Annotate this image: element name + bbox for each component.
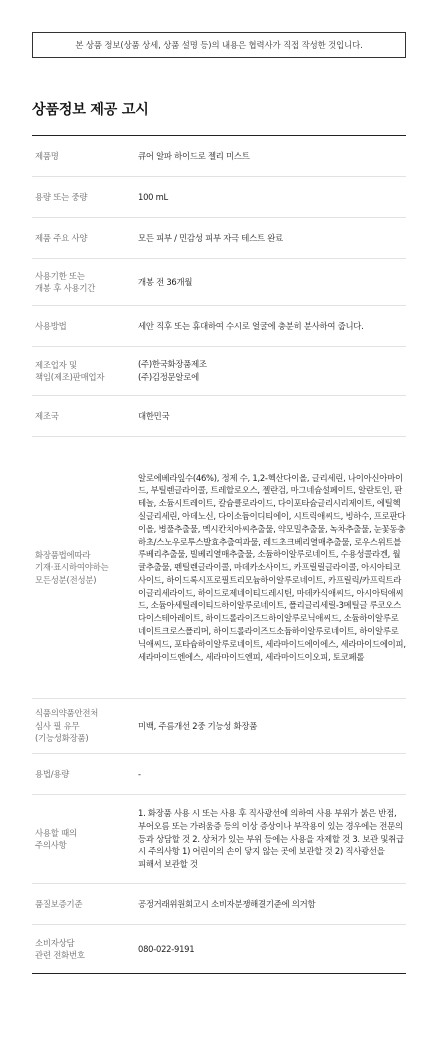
table-row xyxy=(32,306,406,347)
row-label-product-name: 제품명 xyxy=(35,150,59,161)
row-value-ingredients: 알로에베라잎수(46%), 정제 수, 1,2-헥산다이올, 글리세린, 나이아신아마이드, 부틸렌글라이콜, 트레할로오스, 젤란검, 마그네슘설페이트, 알란토인, 판테놀, 소듐시트레이트, 칼슘클로라이드, 다이포타슘글리시리제이트, 에틸헥실글리세린, 아데노신, 다이소듐이디티에이, 시트릭애씨드, 빙하수, 프로판다이올, 병풀추출물, 멕시칸치아씨추출물, 약모밀추출물, 녹차추출물, 눈꽃동충하초/스노우로투스발효추출여과물, 레드초크베리열매추출물, 로우스위트블루베리추출물, 빌베리열매추출물, 소듐하이알루로네이트, 수용성콜라겐, 월귤추출물, 펜틸렌글라이콜, 마데카소사이드, 카프릴릴글라이콜, 아시아티코사이드, 하이드록시프로필트리모늄하이알루로네이트, 카프릴릭/카프릭트라이글리세라이드, 하이드로제네이티드레시틴, 마데카식애씨드, 아시아틱애씨드, 소듐아세틸레이티드하이알루로네이트, 폴리글리세릴-3메틸글 루코오스다이스테아레이트, 하이드롤라이즈드하이알루로닉애씨드, 소듐하이알루로네이트크로스폴리머, 하이드롤라이즈드소듐하이알루로네이트, 하이알루로닉애씨드, 포타슘하이알루로네이트, 세라마이드에이에스, 세라마이드에이피, 세라마이드엔에스, 세라마이드엔피, 세라마이드이오피, 토코페롤 xyxy=(138,472,406,662)
row-value-quality: 공정거래위원회고시 소비자분쟁해결기준에 의거함 xyxy=(138,898,316,909)
row-value-phone: 080-022-9191 xyxy=(138,943,195,954)
row-label-functional: 식품의약품안전처 심사 필 유무 (기능성화장품) xyxy=(35,708,99,744)
partner-notice-box xyxy=(32,32,406,58)
table-row xyxy=(32,699,406,754)
table-row xyxy=(32,795,406,884)
row-label-country: 제조국 xyxy=(35,410,59,421)
row-value-dosage: - xyxy=(138,768,141,779)
row-value-product-name: 큐어 알파 하이드로 젤리 미스트 xyxy=(138,150,250,161)
row-label-expiry: 사용기한 또는 개봉 후 사용기간 xyxy=(35,270,96,293)
table-row xyxy=(32,136,406,177)
row-value-manufacturer: (주)한국화장품제조 (주)김정문알로에 xyxy=(138,359,207,382)
row-label-volume: 용량 또는 중량 xyxy=(35,191,88,202)
row-label-usage: 사용방법 xyxy=(35,320,67,331)
partner-notice-text: 본 상품 정보(상품 상세, 상품 설명 등)의 내용은 협력사가 직접 작성한 것입니다. xyxy=(75,40,363,50)
row-label-manufacturer: 제조업자 및 책임(제조)판매업자 xyxy=(35,359,105,382)
product-info-page xyxy=(0,32,438,1056)
row-label-phone: 소비자상담 관련 전화번호 xyxy=(35,937,85,960)
table-row xyxy=(32,396,406,437)
section-title: 상품정보 제공 고시 xyxy=(32,102,149,118)
table-row xyxy=(32,925,406,974)
table-row xyxy=(32,259,406,306)
row-value-expiry: 개봉 전 36개월 xyxy=(138,276,193,287)
table-row xyxy=(32,218,406,259)
row-label-precautions: 사용할 때의 주의사항 xyxy=(35,827,77,850)
row-value-precautions: 1. 화장품 사용 시 또는 사용 후 직사광선에 의하여 사용 부위가 붉은 반점, 부어오름 또는 가려움증 등의 이상 증상이나 부작용이 있는 경우에는 전문의 등과 상담할 것 2. 상처가 있는 부위 등에는 사용을 자제할 것 3. 보관 및취급 시 주의사항 1) 어린이의 손이 닿지 않는 곳에 보관할 것 2) 직사광선을 피해서 보관할 것 xyxy=(138,808,404,870)
table-row xyxy=(32,177,406,218)
row-value-usage: 세안 직후 또는 휴대하여 수시로 얼굴에 충분히 분사하여 줍니다. xyxy=(138,320,364,331)
table-row xyxy=(32,437,406,699)
row-value-country: 대한민국 xyxy=(138,410,170,421)
row-value-main-spec: 모든 피부 / 민감성 피부 자극 테스트 완료 xyxy=(138,232,283,243)
product-info-table xyxy=(32,135,406,974)
row-label-main-spec: 제품 주요 사양 xyxy=(35,232,88,243)
row-value-volume: 100 mL xyxy=(138,191,168,202)
row-label-quality: 품질보증기준 xyxy=(35,898,83,909)
row-label-ingredients: 화장품법에따라 기재·표시하여야하는 모든성분(전성분) xyxy=(35,549,109,585)
row-value-functional: 미백, 주름개선 2중 기능성 화장품 xyxy=(138,720,258,731)
table-row xyxy=(32,754,406,795)
table-row xyxy=(32,884,406,925)
table-row xyxy=(32,347,406,396)
row-label-dosage: 용법/용량 xyxy=(35,768,70,779)
